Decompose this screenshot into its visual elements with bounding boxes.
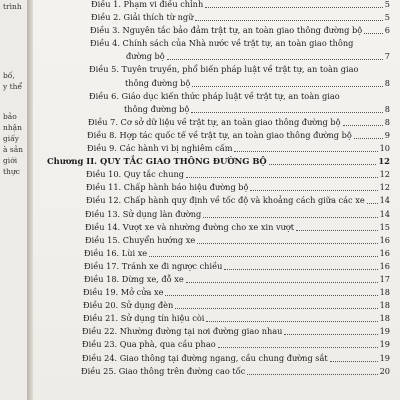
leader-dots xyxy=(296,230,378,231)
toc-entry xyxy=(33,286,400,299)
leader-dots xyxy=(149,256,378,257)
entry-title: Điều 1. Phạm vi điều chỉnh xyxy=(91,0,204,9)
entry-title: Điều 22. Nhường đường tại nơi đường giao nhau xyxy=(82,326,283,337)
toc-entry xyxy=(33,194,400,207)
facing-page-text-fragment: à sản xyxy=(3,145,24,154)
toc-entry xyxy=(33,221,400,234)
page-number: 16 xyxy=(379,247,390,258)
page-number: 8 xyxy=(384,77,390,88)
facing-page-text-fragment: bố, xyxy=(3,71,15,80)
facing-page-text-fragment: giới xyxy=(3,156,18,165)
leader-dots xyxy=(186,177,378,178)
entry-title: Điều 20. Sử dụng đèn xyxy=(83,300,174,311)
leader-dots xyxy=(250,190,378,191)
page-number: 19 xyxy=(379,352,390,363)
page-number: 16 xyxy=(379,260,390,271)
entry-title: Điều 11. Chấp hành báo hiệu đường bộ xyxy=(86,182,249,193)
entry-title: Điều 6. Giáo dục kiến thức pháp luật về trật tự, an toàn giao xyxy=(89,90,340,101)
entry-title: Điều 19. Mở cửa xe xyxy=(83,287,164,298)
page-number: 14 xyxy=(379,208,390,219)
toc-entry xyxy=(33,338,400,351)
entry-title: Điều 16. Lùi xe xyxy=(84,247,148,258)
toc-entry xyxy=(33,142,400,155)
leader-dots xyxy=(247,374,378,375)
facing-page-text-fragment: thực xyxy=(3,167,20,176)
toc-entry xyxy=(33,0,400,11)
table-of-contents-page xyxy=(33,0,400,400)
toc-entry xyxy=(33,103,400,116)
leader-dots xyxy=(206,321,378,322)
leader-dots xyxy=(203,217,378,218)
page-number: 15 xyxy=(379,221,390,232)
entry-title: Điều 2. Giải thích từ ngữ xyxy=(91,12,194,23)
toc-entry xyxy=(33,365,400,378)
toc-entry xyxy=(33,77,400,90)
toc-entry xyxy=(33,181,400,194)
toc-entry xyxy=(33,90,400,103)
page-number: 20 xyxy=(379,365,390,376)
toc-entry xyxy=(33,208,400,221)
leader-dots xyxy=(195,20,383,21)
toc-entry xyxy=(33,352,400,365)
entry-title: Điều 7. Cơ sở dữ liệu về trật tự, an toàn giao thông đường bộ xyxy=(88,116,341,127)
facing-page-text-fragment: trình xyxy=(3,2,22,11)
entry-title: Điều 13. Sử dụng làn đường xyxy=(85,208,202,219)
leader-dots xyxy=(343,125,383,126)
toc-entry xyxy=(33,260,400,273)
entry-title: Điều 25. Giao thông trên đường cao tốc xyxy=(81,365,246,376)
entry-title: Điều 18. Dừng xe, đỗ xe xyxy=(84,273,184,284)
page-number: 19 xyxy=(379,326,390,337)
toc-entry xyxy=(33,11,400,24)
toc-entry xyxy=(33,24,400,37)
page-number: 14 xyxy=(379,195,390,206)
entry-title: Điều 24. Giao thông tại đường ngang, cầu chung đường sắt xyxy=(82,352,328,363)
toc-entry xyxy=(33,37,400,50)
leader-dots xyxy=(224,269,378,270)
page-number: 8 xyxy=(384,103,390,114)
entry-title: Điều 12. Chấp hành quy định về tốc độ và khoảng cách giữa các xe xyxy=(86,195,365,206)
page-number: 18 xyxy=(379,313,390,324)
leader-dots xyxy=(367,203,378,204)
leader-dots xyxy=(165,295,378,296)
entry-title: đường bộ xyxy=(126,51,165,62)
leader-dots xyxy=(192,86,383,87)
page-number: 7 xyxy=(384,51,390,62)
entry-title: Điều 3. Nguyên tắc bảo đảm trật tự, an toàn giao thông đường bộ xyxy=(90,25,363,36)
entry-title: Điều 9. Các hành vi bị nghiêm cấm xyxy=(87,143,233,154)
toc-entry xyxy=(33,63,400,76)
toc-entry xyxy=(33,325,400,338)
toc-entry xyxy=(33,247,400,260)
leader-dots xyxy=(205,7,383,8)
toc-entry xyxy=(33,312,400,325)
leader-dots xyxy=(284,334,378,335)
chapter-title: Chương II. QUY TẮC GIAO THÔNG ĐƯỜNG BỘ xyxy=(47,156,267,167)
facing-page-text-fragment: giấy xyxy=(3,134,20,143)
entry-title: Điều 4. Chính sách của Nhà nước về trật tự, an toàn giao thông xyxy=(90,38,354,49)
entry-title: Điều 8. Hợp tác quốc tế về trật tự, an toàn giao thông đường bộ xyxy=(87,129,352,140)
entry-title: Điều 10. Quy tắc chung xyxy=(86,169,184,180)
page-number: 12 xyxy=(379,169,390,180)
leader-dots xyxy=(197,243,378,244)
page-number: 18 xyxy=(379,300,390,311)
leader-dots xyxy=(330,361,378,362)
page-number: 12 xyxy=(379,182,390,193)
facing-page-text-fragment: y thể xyxy=(3,82,23,91)
leader-dots xyxy=(354,138,383,139)
leader-dots xyxy=(191,112,383,113)
entry-title: thông đường bộ xyxy=(125,77,191,88)
page-number: 10 xyxy=(379,143,390,154)
leader-dots xyxy=(234,151,378,152)
leader-dots xyxy=(269,164,376,165)
facing-page-text-fragment: bảo xyxy=(3,112,17,121)
entry-title: Điều 21. Sử dụng tín hiệu còi xyxy=(83,313,205,324)
entry-title: Điều 23. Qua phà, qua cầu phao xyxy=(82,339,216,350)
page-number: 12 xyxy=(378,156,390,167)
page-number: 9 xyxy=(384,129,390,140)
entry-title: Điều 15. Chuyển hướng xe xyxy=(85,234,196,245)
leader-dots xyxy=(218,347,378,348)
entry-title: thông đường bộ xyxy=(124,103,190,114)
toc-list xyxy=(33,0,400,378)
leader-dots xyxy=(167,59,383,60)
toc-entry xyxy=(33,234,400,247)
entry-title: Điều 17. Tránh xe đi ngược chiều xyxy=(84,260,223,271)
entry-title: Điều 5. Tuyên truyền, phổ biến pháp luật về trật tự, an toàn giao xyxy=(89,64,359,75)
toc-entry xyxy=(33,116,400,129)
toc-entry xyxy=(33,299,400,312)
page-number: 6 xyxy=(384,25,390,36)
page-number: 8 xyxy=(384,116,390,127)
page-number: 19 xyxy=(379,339,390,350)
page-number: 5 xyxy=(384,0,390,9)
page-number: 18 xyxy=(379,287,390,298)
leader-dots xyxy=(364,33,383,34)
leader-dots xyxy=(186,282,378,283)
page-number: 17 xyxy=(379,273,390,284)
toc-entry xyxy=(33,168,400,181)
toc-entry xyxy=(33,273,400,286)
facing-page-edge xyxy=(0,0,28,400)
toc-entry xyxy=(33,129,400,142)
toc-entry xyxy=(33,50,400,63)
toc-chapter-heading xyxy=(33,155,400,168)
page-number: 5 xyxy=(384,12,390,23)
facing-page-text-fragment: nhận xyxy=(3,123,22,132)
leader-dots xyxy=(175,308,378,309)
entry-title: Điều 14. Vượt xe và nhường đường cho xe xin vượt xyxy=(85,221,295,232)
page-number: 16 xyxy=(379,234,390,245)
